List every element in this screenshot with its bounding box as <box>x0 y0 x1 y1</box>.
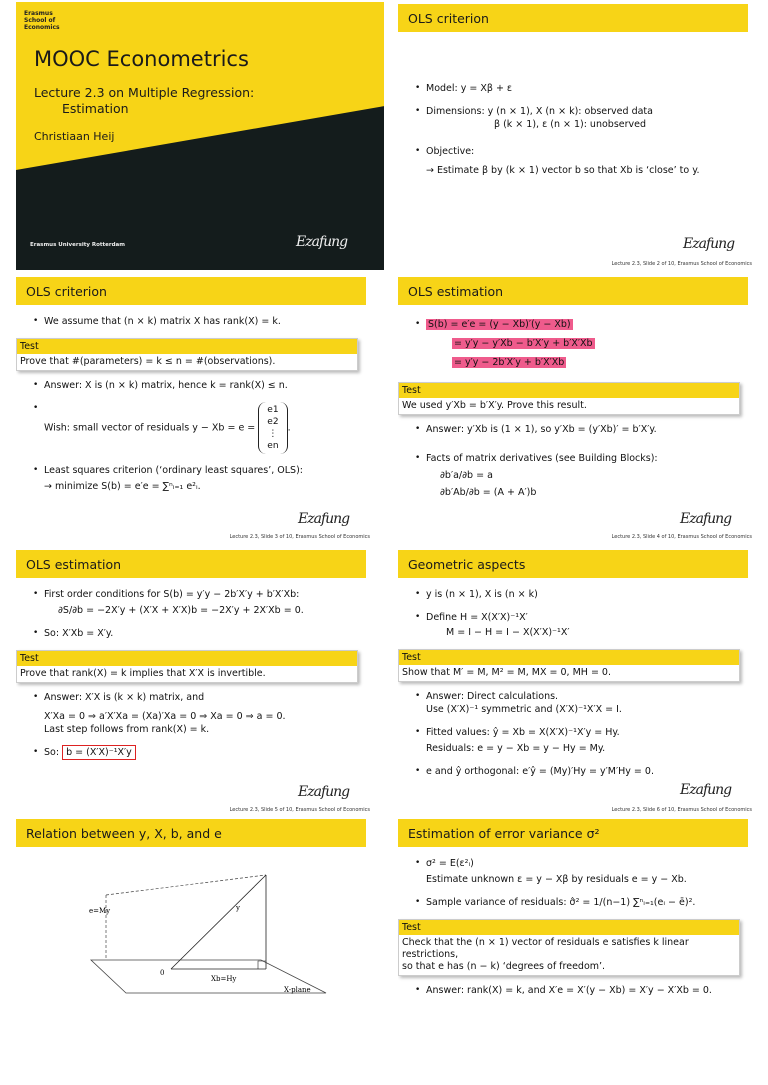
test-box: Test Check that the (n × 1) vector of residuals e satisfies k linear restrictions, so that e has (n − k) ‘degrees of freedom’. <box>398 919 740 976</box>
slide-header: Relation between y, X, b, and e <box>16 819 366 847</box>
label-xb: Xb=Hy <box>211 975 237 983</box>
sigma-bullet: • σ² = E(ε²ᵢ) Estimate unknown ε = y − Xβ by residuals e = y − Xb. <box>412 857 758 886</box>
slide-ols-estimation-1 <box>398 275 766 543</box>
ols-estimator-bullet: • So: b = (X′X)⁻¹X′y <box>30 746 376 759</box>
signature-logo: Ezafung <box>683 236 735 252</box>
slide-ols-criterion-1 <box>398 2 766 270</box>
answer-bullet: • Answer: X is (n × k) matrix, hence k = rank(X) ≤ n. <box>30 379 376 392</box>
signature-logo: Ezafung <box>680 511 732 527</box>
slide-footer: Lecture 2.3, Slide 6 of 10, Erasmus School of Economics <box>611 807 752 813</box>
course-title: MOOC Econometrics <box>34 47 249 71</box>
signature-logo: Ezafung <box>298 784 350 800</box>
lecture-subtitle: Lecture 2.3 on Multiple Regression: Estimation <box>34 85 255 116</box>
answer-bullet: • Answer: rank(X) = k, and X′e = X′(y − Xb) = X′y − X′Xb = 0. <box>412 984 758 997</box>
dimensions-bullet: • Dimensions: y (n × 1), X (n × k): observed data β (k × 1), ε (n × 1): unobserved <box>412 105 758 131</box>
slide-error-variance <box>398 817 766 1085</box>
label-x-plane: X-plane <box>284 986 311 994</box>
model-bullet: • Model: y = Xβ + ε <box>412 82 758 95</box>
foc-bullet: • First order conditions for S(b) = y′y − 2b′X′y + b′X′Xb: ∂S/∂b = −2X′y + (X′X + X′X)b = −2X′y + 2X′Xb = 0. <box>30 588 376 617</box>
ols-estimator-box: b = (X′X)⁻¹X′y <box>62 745 136 760</box>
slide-header: OLS estimation <box>16 550 366 578</box>
slide-footer: Lecture 2.3, Slide 2 of 10, Erasmus School of Economics <box>611 261 752 267</box>
author-name: Christiaan Heij <box>34 130 115 143</box>
label-origin: 0 <box>160 969 165 977</box>
label-y: y <box>236 904 240 912</box>
geometry-diagram <box>86 865 336 995</box>
objective-bullet: • Objective: → Estimate β by (k × 1) vector b so that Xb is ‘close’ to y. <box>412 145 758 177</box>
wish-bullet: • Wish: small vector of residuals y − Xb = e = e1 e2 ⋮ en . <box>30 402 376 454</box>
slide-relation-diagram <box>16 817 384 1085</box>
orthogonal-bullet: • e and ŷ orthogonal: e′ŷ = (My)′Hy = y′M′Hy = 0. <box>412 765 758 778</box>
sum-of-squares-bullet: • S(b) = e′e = (y − Xb)′(y − Xb) = y′y − y′Xb − b′X′y + b′X′Xb = y′y − 2b′X′y + b′X′Xb <box>412 315 758 372</box>
sample-variance-bullet: • Sample variance of residuals: σ̂² = 1/(n−1) ∑ⁿᵢ₌₁(eᵢ − ē)². <box>412 896 758 909</box>
test-box: Test Show that M′ = M, M² = M, MX = 0, MH = 0. <box>398 649 740 682</box>
test-box: Test Prove that rank(X) = k implies that X′X is invertible. <box>16 650 358 683</box>
slide-ols-estimation-2 <box>16 548 384 816</box>
dims-bullet: • y is (n × 1), X is (n × k) <box>412 588 758 601</box>
matrix-derivatives-bullet: • Facts of matrix derivatives (see Building Blocks): ∂b′a/∂b = a ∂b′Ab/∂b = (A + A′)b <box>412 452 758 499</box>
answer-bullet: • Answer: Direct calculations. Use (X′X)⁻¹ symmetric and (X′X)⁻¹X′X = I. <box>412 690 758 716</box>
so-bullet: • So: X′Xb = X′y. <box>30 627 376 640</box>
test-box: Test Prove that #(parameters) = k ≤ n = #(observations). <box>16 338 358 371</box>
slide-header: OLS criterion <box>16 277 366 305</box>
slide-header: Geometric aspects <box>398 550 748 578</box>
slide-footer: Lecture 2.3, Slide 5 of 10, Erasmus School of Economics <box>229 807 370 813</box>
define-bullet: • Define H = X(X′X)⁻¹X′ M = I − H = I − X(X′X)⁻¹X′ <box>412 611 758 639</box>
slide-header: Estimation of error variance σ² <box>398 819 748 847</box>
residual-vector: e1 e2 ⋮ en <box>258 402 287 454</box>
slide-footer: Lecture 2.3, Slide 4 of 10, Erasmus School of Economics <box>611 534 752 540</box>
y-vector <box>171 875 266 969</box>
signature-logo: Ezafung <box>680 782 732 798</box>
university-name: Erasmus University Rotterdam <box>30 242 125 248</box>
fitted-bullet: • Fitted values: ŷ = Xb = X(X′X)⁻¹X′y = Hy. Residuals: e = y − Xb = y − Hy = My. <box>412 726 758 755</box>
signature-logo: Ezafung <box>296 234 348 250</box>
slide-geometric-aspects <box>398 548 766 816</box>
slide-header: OLS estimation <box>398 277 748 305</box>
least-squares-bullet: • Least squares criterion (‘ordinary least squares’, OLS): → minimize S(b) = e′e = ∑ⁿᵢ₌₁ e²ᵢ. <box>30 464 376 493</box>
slide-ols-criterion-2 <box>16 275 384 543</box>
label-e: e=My <box>89 907 111 915</box>
answer-bullet: • Answer: y′Xb is (1 × 1), so y′Xb = (y′Xb)′ = b′X′y. <box>412 423 758 436</box>
signature-logo: Ezafung <box>298 511 350 527</box>
assume-bullet: • We assume that (n × k) matrix X has rank(X) = k. <box>30 315 376 328</box>
dashed-top <box>106 875 266 895</box>
slide-footer: Lecture 2.3, Slide 3 of 10, Erasmus School of Economics <box>229 534 370 540</box>
test-box: Test We used y′Xb = b′X′y. Prove this result. <box>398 382 740 415</box>
school-logo: Erasmus School of Economics <box>24 10 60 31</box>
title-slide <box>16 2 384 270</box>
answer-bullet: • Answer: X′X is (k × k) matrix, and X′Xa = 0 ⇒ a′X′Xa = (Xa)′Xa = 0 ⇒ Xa = 0 ⇒ a = 0. Last step follows from rank(X) = k. <box>30 691 376 736</box>
slide-header: OLS criterion <box>398 4 748 32</box>
